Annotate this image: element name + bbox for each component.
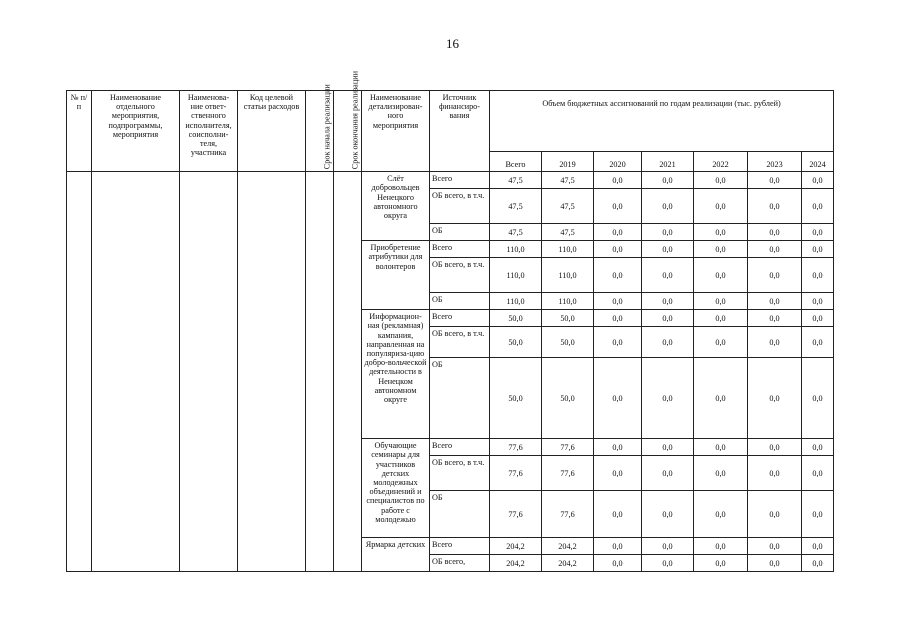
value-cell: 0,0	[748, 189, 802, 224]
value-cell: 0,0	[642, 555, 694, 572]
value-cell: 0,0	[642, 491, 694, 538]
value-cell: 110,0	[542, 258, 594, 293]
value-cell: 0,0	[594, 293, 642, 310]
value-cell: 77,6	[490, 439, 542, 456]
value-cell: 0,0	[642, 241, 694, 258]
value-cell: 0,0	[694, 293, 748, 310]
source-cell: Всего	[430, 310, 490, 327]
source-cell: ОБ всего, в т.ч.	[430, 456, 490, 491]
value-cell: 0,0	[642, 172, 694, 189]
value-cell: 0,0	[694, 189, 748, 224]
value-cell: 0,0	[594, 555, 642, 572]
value-cell: 110,0	[490, 241, 542, 258]
value-cell: 0,0	[802, 439, 834, 456]
value-cell: 0,0	[802, 327, 834, 358]
source-cell: Всего	[430, 172, 490, 189]
header-row-1	[67, 91, 834, 152]
source-cell: Всего	[430, 241, 490, 258]
value-cell: 0,0	[594, 491, 642, 538]
col-name-cell	[92, 172, 180, 572]
value-cell: 110,0	[542, 293, 594, 310]
source-cell: ОБ	[430, 224, 490, 241]
value-cell: 0,0	[594, 189, 642, 224]
value-cell: 0,0	[802, 358, 834, 439]
value-cell: 77,6	[542, 439, 594, 456]
value-cell: 0,0	[802, 224, 834, 241]
value-cell: 50,0	[542, 358, 594, 439]
value-cell: 0,0	[748, 258, 802, 293]
value-cell: 0,0	[802, 241, 834, 258]
page-number: 16	[446, 36, 459, 51]
value-cell: 0,0	[694, 538, 748, 555]
value-cell: 77,6	[542, 491, 594, 538]
value-cell: 47,5	[490, 224, 542, 241]
value-cell: 0,0	[748, 555, 802, 572]
header-detail: Наименование детализирован-ного мероприятия	[362, 91, 430, 172]
source-cell: ОБ всего, в т.ч.	[430, 189, 490, 224]
header-source: Источник финансиро-вания	[430, 91, 490, 172]
value-cell: 0,0	[694, 491, 748, 538]
value-cell: 0,0	[694, 258, 748, 293]
source-cell: ОБ всего,	[430, 555, 490, 572]
col-executor-cell	[180, 172, 238, 572]
header-start-text: Срок начала реализации	[321, 84, 331, 170]
value-cell: 204,2	[490, 538, 542, 555]
header-year-2019: 2019	[542, 152, 594, 172]
col-num-cell	[67, 172, 92, 572]
value-cell: 47,5	[490, 172, 542, 189]
value-cell: 0,0	[594, 538, 642, 555]
value-cell: 0,0	[748, 358, 802, 439]
col-start-cell	[306, 172, 334, 572]
event-name: Приобретение атрибутики для волонтеров	[362, 241, 430, 310]
table-row	[67, 172, 834, 189]
value-cell: 0,0	[642, 258, 694, 293]
header-end-text: Срок окончания реализации	[349, 71, 359, 170]
event-name: Информацион-ная (рекламная) кампания, направленная на популяриза-цию добро-вольческой деятельности в Ненецком автономном округе	[362, 310, 430, 439]
value-cell: 204,2	[490, 555, 542, 572]
value-cell: 47,5	[542, 224, 594, 241]
value-cell: 110,0	[490, 258, 542, 293]
value-cell: 0,0	[748, 456, 802, 491]
value-cell: 0,0	[642, 224, 694, 241]
header-volume: Объем бюджетных ассигнований по годам реализации (тыс. рублей)	[490, 91, 834, 152]
value-cell: 50,0	[490, 310, 542, 327]
value-cell: 204,2	[542, 555, 594, 572]
header-executor: Наименова-ние ответ-ственного исполнителя, соисполни-теля, участника	[180, 91, 238, 172]
value-cell: 110,0	[542, 241, 594, 258]
value-cell: 0,0	[594, 456, 642, 491]
value-cell: 0,0	[594, 327, 642, 358]
event-name: Обучающие семинары для участников детских молодежных объединений и специалистов по работе с молодежью	[362, 439, 430, 538]
value-cell: 0,0	[748, 491, 802, 538]
value-cell: 0,0	[594, 310, 642, 327]
header-year-2024: 2024	[802, 152, 834, 172]
value-cell: 0,0	[748, 224, 802, 241]
value-cell: 0,0	[748, 327, 802, 358]
header-code: Код целевой статьи расходов	[238, 91, 306, 172]
source-cell: ОБ	[430, 358, 490, 439]
value-cell: 0,0	[642, 293, 694, 310]
source-cell: Всего	[430, 439, 490, 456]
value-cell: 0,0	[802, 293, 834, 310]
header-year-2022: 2022	[694, 152, 748, 172]
value-cell: 0,0	[694, 327, 748, 358]
value-cell: 0,0	[642, 358, 694, 439]
header-year-2021: 2021	[642, 152, 694, 172]
value-cell: 0,0	[594, 258, 642, 293]
header-year-2023: 2023	[748, 152, 802, 172]
value-cell: 77,6	[490, 456, 542, 491]
header-year-total: Всего	[490, 152, 542, 172]
value-cell: 204,2	[542, 538, 594, 555]
value-cell: 0,0	[748, 241, 802, 258]
value-cell: 0,0	[642, 439, 694, 456]
value-cell: 0,0	[748, 293, 802, 310]
value-cell: 0,0	[694, 310, 748, 327]
value-cell: 50,0	[490, 358, 542, 439]
value-cell: 0,0	[694, 456, 748, 491]
value-cell: 77,6	[542, 456, 594, 491]
value-cell: 110,0	[490, 293, 542, 310]
budget-table	[66, 71, 834, 572]
source-cell: Всего	[430, 538, 490, 555]
value-cell: 77,6	[490, 491, 542, 538]
col-code-cell	[238, 172, 306, 572]
header-end	[334, 71, 362, 172]
header-name: Наименование отдельного мероприятия, подпрограммы, мероприятия	[92, 91, 180, 172]
value-cell: 0,0	[802, 172, 834, 189]
value-cell: 0,0	[694, 241, 748, 258]
value-cell: 47,5	[542, 172, 594, 189]
value-cell: 50,0	[490, 327, 542, 358]
value-cell: 0,0	[694, 555, 748, 572]
source-cell: ОБ всего, в т.ч.	[430, 258, 490, 293]
value-cell: 0,0	[594, 172, 642, 189]
header-year-2020: 2020	[594, 152, 642, 172]
value-cell: 50,0	[542, 310, 594, 327]
value-cell: 47,5	[542, 189, 594, 224]
value-cell: 0,0	[802, 491, 834, 538]
value-cell: 0,0	[642, 189, 694, 224]
header-start	[306, 84, 334, 172]
value-cell: 0,0	[642, 456, 694, 491]
value-cell: 47,5	[490, 189, 542, 224]
value-cell: 0,0	[802, 258, 834, 293]
value-cell: 0,0	[642, 538, 694, 555]
value-cell: 0,0	[594, 224, 642, 241]
value-cell: 0,0	[694, 172, 748, 189]
value-cell: 0,0	[748, 172, 802, 189]
value-cell: 0,0	[694, 439, 748, 456]
col-end-cell	[334, 172, 362, 572]
value-cell: 0,0	[748, 538, 802, 555]
source-cell: ОБ	[430, 293, 490, 310]
source-cell: ОБ	[430, 491, 490, 538]
value-cell: 0,0	[642, 310, 694, 327]
value-cell: 50,0	[542, 327, 594, 358]
value-cell: 0,0	[642, 327, 694, 358]
event-name: Слёт добровольцев Ненецкого автономного округа	[362, 172, 430, 241]
value-cell: 0,0	[802, 310, 834, 327]
value-cell: 0,0	[802, 538, 834, 555]
value-cell: 0,0	[802, 555, 834, 572]
source-cell: ОБ всего, в т.ч.	[430, 327, 490, 358]
value-cell: 0,0	[802, 189, 834, 224]
value-cell: 0,0	[748, 439, 802, 456]
value-cell: 0,0	[802, 456, 834, 491]
value-cell: 0,0	[748, 310, 802, 327]
value-cell: 0,0	[594, 439, 642, 456]
value-cell: 0,0	[594, 358, 642, 439]
value-cell: 0,0	[594, 241, 642, 258]
event-name: Ярмарка детских	[362, 538, 430, 572]
value-cell: 0,0	[694, 358, 748, 439]
header-num: № п/п	[67, 91, 92, 172]
value-cell: 0,0	[694, 224, 748, 241]
